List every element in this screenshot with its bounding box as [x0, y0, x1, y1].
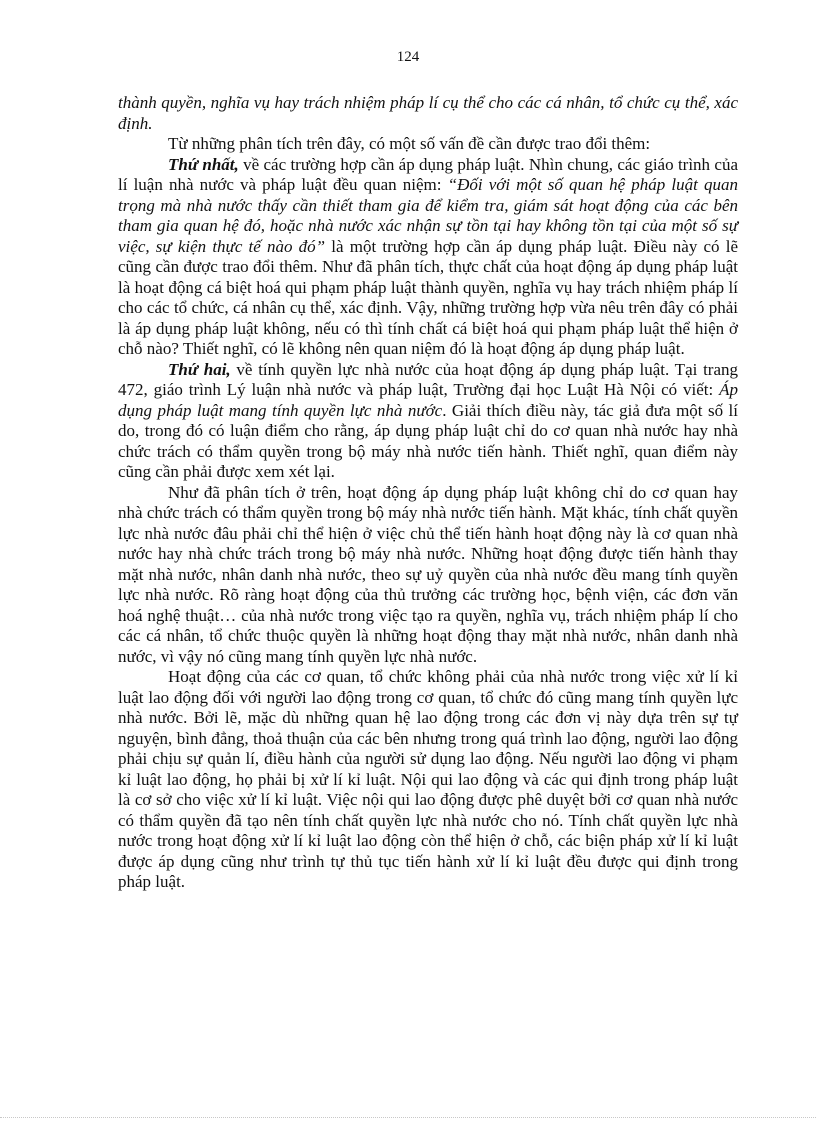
second-point-text-a: về tính quyền lực nhà nước của hoạt động áp dụng pháp luật. Tại trang 472, giáo trình Lý luận nhà nước và pháp luật, Trường đại học Luật Hà Nội có viết:	[118, 359, 738, 399]
first-point-text-a: về các trường hợp cần áp dụng pháp luật. Nhìn chung, các giáo trình của lí luận nhà nước và pháp luật đều quan niệm:	[118, 154, 738, 194]
paragraph-analysis: Như đã phân tích ở trên, hoạt động áp dụng pháp luật không chỉ do cơ quan hay nhà chức trách có thẩm quyền trong bộ máy nhà nước tiến hành. Mặt khác, tính chất quyền lực nhà nước đâu phải chỉ thể hiện ở việc chủ thể tiến hành hoạt động này là cơ quan nhà nước hay nhà chức trách trong bộ máy nhà nước. Những hoạt động được tiến hành thay mặt nhà nước, nhân danh nhà nước, theo sự uỷ quyền của nhà nước đều mang tính quyền lực nhà nước. Rõ ràng hoạt động của thủ trưởng các trường học, bệnh viện, các đơn văn hoá nghệ thuật… của nhà nước trong việc tạo ra quyền, nghĩa vụ, trách nhiệm pháp lí cho các cá nhân, tổ chức thuộc quyền là những hoạt động thay mặt nhà nước, nhân danh nhà nước, vì vậy nó cũng mang tính quyền lực nhà nước.	[118, 482, 738, 666]
paragraph-continuation	[118, 93, 738, 134]
first-point-quote: “Đối với một số quan hệ pháp luật quan trọng mà nhà nước thấy cần thiết tham gia để kiểm tra, giám sát hoạt động của các bên tham gia quan hệ đó, hoặc nhà nước xác nhận sự tồn tại hay không tồn tại của một số sự việc, sự kiện thực tế nào đó”	[118, 175, 739, 256]
page-number: 124	[396, 49, 420, 65]
paragraph-second-point	[118, 360, 738, 483]
paragraph-intro: Từ những phân tích trên đây, có một số vấn đề cần được trao đổi thêm:	[168, 134, 651, 153]
second-point-quote: Áp dụng pháp luật mang tính quyền lực nhà nước	[118, 380, 738, 420]
continuation-italic-text: thành quyền, nghĩa vụ hay trách nhiệm pháp lí cụ thể cho các cá nhân, tổ chức cụ thể, xác định.	[118, 93, 738, 133]
page-body	[118, 93, 738, 893]
first-point-heading: Thứ nhất,	[168, 154, 239, 174]
page-bottom-divider	[0, 1117, 816, 1118]
second-point-text-b: . Giải thích điều này, tác giả đưa một số lí do, trong đó có luận điểm cho rằng, áp dụng pháp luật chỉ do cơ quan nhà nước hay nhà chức trách có thẩm quyền trong bộ máy nhà nước tiến hành. Thiết nghĩ, quan điểm này cũng cần phải được xem xét lại.	[118, 400, 738, 481]
second-point-heading: Thứ hai,	[168, 359, 231, 379]
first-point-text-b: là một trường hợp cần áp dụng pháp luật. Điều này có lẽ cũng cần được trao đổi thêm. Như đã phân tích, thực chất của hoạt động áp dụng pháp luật là hoạt động cá biệt hoá qui phạm pháp luật thành quyền, nghĩa vụ hay trách nhiệm pháp lí cho các tổ chức, cá nhân cụ thể, xác định. Vậy, những trường hợp vừa nêu trên đây có phải là áp dụng pháp luật không, nếu có thì tính chất cá biệt hoá qui phạm pháp luật thể hiện ở chỗ nào? Thiết nghĩ, có lẽ không nên quan niệm đó là hoạt động áp dụng pháp luật.	[118, 236, 739, 358]
paragraph-first-point	[118, 155, 738, 360]
paragraph-labor-discipline: Hoạt động của các cơ quan, tổ chức không phải của nhà nước trong việc xử lí kỉ luật lao động đối với người lao động trong cơ quan, tổ chức đó cũng mang tính quyền lực nhà nước. Bởi lẽ, mặc dù những quan hệ lao động trong các đơn vị này dựa trên sự tự nguyện, bình đẳng, thoả thuận của các bên nhưng trong quá trình lao động, người lao động phải chịu sự quản lí, điều hành của người sử dụng lao động. Nếu người lao động vi phạm kỉ luật lao động, họ phải bị xử lí kỉ luật. Nội qui lao động và các qui định trong pháp luật là cơ sở cho việc xử lí kỉ luật. Việc nội qui lao động được phê duyệt bởi cơ quan nhà nước có thẩm quyền đã tạo nên tính chất quyền lực nhà nước cho nó. Tính chất quyền lực nhà nước trong hoạt động xử lí kỉ luật lao động còn thể hiện ở chỗ, các biện pháp xử lí kỉ luật được áp dụng cũng như trình tự thủ tục tiến hành xử lí kỉ luật đều được qui định trong pháp luật.	[118, 667, 738, 891]
